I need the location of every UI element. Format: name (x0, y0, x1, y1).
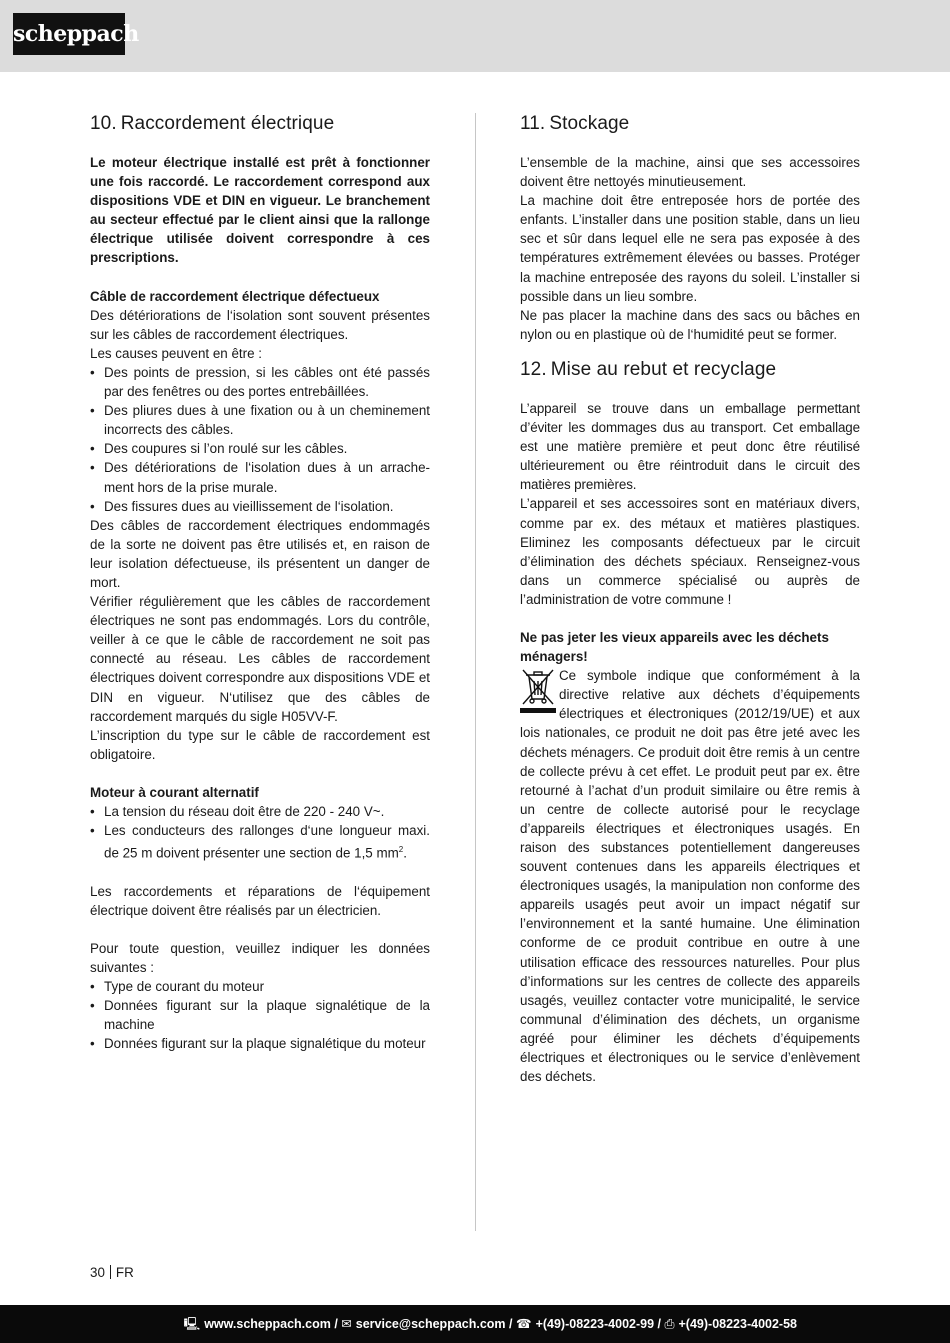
list-item: • Des coupures si l’on roulé sur les câbles. (90, 439, 430, 458)
superscript: 2 (398, 845, 404, 855)
paragraph: Vérifier régulièrement que les câbles de raccordement électriques ne sont pas endommagés. Lors du contrôle, veiller à ce que le câble de raccordement ne soit pas connecté au réseau. Les câbles de raccordement électriques doivent correspondre aux dispositions VDE et DIN en vigueur. N‘utilisez que des câbles de raccordement marqués du sigle H05VV-F. (90, 594, 430, 724)
section-11-heading (520, 112, 860, 136)
list-item: • Données figurant sur la plaque signalétique du moteur (90, 1034, 430, 1053)
paragraph: L’ensemble de la machine, ainsi que ses accessoires doivent être nettoyés minutieusement. (520, 155, 860, 190)
footer-fax: +(49)-08223-4002-58 (678, 1317, 797, 1331)
list-item: • Des fissures dues au vieillissement de l‘isolation. (90, 497, 430, 516)
list-item: • Données figurant sur la plaque signalétique de la machine (90, 996, 430, 1034)
fax-icon: ⎙ (664, 1317, 675, 1331)
page-number-value: 30 (90, 1265, 105, 1280)
list-item: • Des points de pression, si les câbles ont été passés par des fenêtres ou des portes entrebâillées. (90, 363, 430, 401)
section-title: Stockage (549, 113, 630, 134)
list-item: • La tension du réseau doit être de 220 - 240 V~. (90, 802, 430, 821)
column-divider (475, 113, 476, 1231)
section-title: Raccordement électrique (120, 113, 335, 134)
motor-list (90, 802, 430, 863)
phone-icon: ☎ (515, 1317, 532, 1331)
top-bar (0, 0, 950, 72)
section-number: 10. (90, 113, 117, 134)
causes-list (90, 363, 430, 516)
crossed-bin-icon (520, 666, 556, 714)
section-10-heading (90, 112, 430, 136)
paragraph: Des détériorations de l‘isolation sont souvent présentes sur les câbles de raccordement électriques. (90, 307, 430, 342)
list-item (90, 821, 430, 863)
paragraph: Les raccordements et réparations de l‘équipement électrique doivent être réalisés par un électricien. (90, 883, 430, 918)
scheppach-logo: scheppach (13, 13, 125, 55)
paragraph: L’appareil se trouve dans un emballage permettant d’éviter les dommages dus au transport. Cet emballage est une matière première et peut donc être réutilisé ultérieurement ou être réintroduit dans le circuit des matières premières. (520, 400, 860, 493)
list-item-text: Les conducteurs des rallonges d‘une longueur maxi. de 25 m doivent présenter une section de 1,5 mm (104, 823, 430, 861)
footer-bar (0, 1305, 950, 1343)
list-item: • Type de courant du moteur (90, 977, 430, 996)
weee-block (520, 666, 860, 1086)
weee-paragraph: Ce symbole indique que conformément à la directive relative aux déchets d’équipements électriques et électroniques (2012/19/UE) et aux lois nationales, ce produit ne doit pas être jeté avec les déchets ménagers. Ce produit doit être remis à un centre de collecte prévu à cet effet. Le produit peut par ex. être retourné à l’achat d’un produit similaire ou être remis à un centre de collecte autorisé pour le recyclage d’appareils électriques et électroniques usagés. En raison des substances potentiellement dangereuses souvent contenues dans les appareils électriques et électroniques usagés, la manipulation non conforme des appareils usagés peut avoir un impact négatif sur l’environnement et la santé humaine. Une élimination conforme de ce produit contribue en outre à une utilisation efficace des ressources naturelles. Pour plus d’informations sur les centres de collecte des appareils usagés, veuillez contacter votre municipalité, le service communal d’élimination des déchets, un organisme agréé pour éliminer les déchets d’équipements électriques et électroniques ou le service d’enlèvement des déchets. (520, 668, 860, 1085)
paragraph: Pour toute question, veuillez indiquer les données suivantes : (90, 940, 430, 976)
cable-subheading: Câble de raccordement électrique défectueux (90, 288, 380, 304)
section-number: 11. (520, 113, 546, 134)
left-column (90, 112, 430, 1054)
envelope-icon: ✉ (341, 1317, 352, 1331)
intro-paragraph: Le moteur électrique installé est prêt à fonctionner une fois raccordé. Le raccordement correspond aux dispositions VDE et DIN en vigueur. Le branchement au secteur effectué par le client ainsi que la rallonge électrique utilisée doivent correspondre à ces prescriptions. (90, 155, 430, 266)
warning-subheading: Ne pas jeter les vieux appareils avec les déchets ménagers! (520, 629, 829, 665)
paragraph: L’appareil et ses accessoires sont en matériaux divers, comme par ex. des métaux et matières plastiques. Eliminez les composants défectueux par le circuit d’élimination des déchets spéciaux. Renseignez-vous dans un commerce spécialisé ou auprès de l’administration de votre commune ! (520, 496, 860, 607)
right-column (520, 112, 860, 1086)
page-number (90, 1265, 134, 1280)
list-item: • Des détériorations de l‘isolation dues à un arrachement hors de la prise murale. (90, 458, 430, 496)
paragraph: Ne pas placer la machine dans des sacs ou bâches en nylon ou en plastique où de l‘humidité peut se former. (520, 307, 860, 342)
question-list (90, 977, 430, 1053)
paragraph: Les causes peuvent en être : (90, 345, 262, 361)
paragraph: L’inscription du type sur le câble de raccordement est obligatoire. (90, 727, 430, 762)
paragraph: Des câbles de raccordement électriques endommagés de la sorte ne doivent pas être utilisés et, en raison de leur isolation défectueuse, ils présentent un danger de mort. (90, 517, 430, 590)
section-12-heading (520, 358, 860, 382)
section-title: Mise au rebut et recyclage (550, 358, 777, 380)
footer-website[interactable]: www.scheppach.com / (204, 1317, 338, 1331)
footer-phone: +(49)-08223-4002-99 / (535, 1317, 661, 1331)
paragraph: La machine doit être entreposée hors de portée des enfants. L’installer dans une position stable, dans un lieu sec et sûr dans lequel elle ne sera pas exposée à des températures extrêmement élevées ou basses. Protéger la machine entreposée des rayons du soleil. L’installer si possible dans un lieu sombre. (520, 193, 860, 304)
computer-icon: 🖳 (183, 1317, 201, 1331)
section-number: 12. (520, 358, 547, 380)
motor-subheading: Moteur à courant alternatif (90, 784, 259, 800)
footer-email[interactable]: service@scheppach.com / (355, 1317, 513, 1331)
list-item: • Des pliures dues à une fixation ou à un cheminement incorrects des câbles. (90, 401, 430, 439)
punctuation: . (403, 845, 407, 861)
page-language: FR (115, 1265, 134, 1280)
